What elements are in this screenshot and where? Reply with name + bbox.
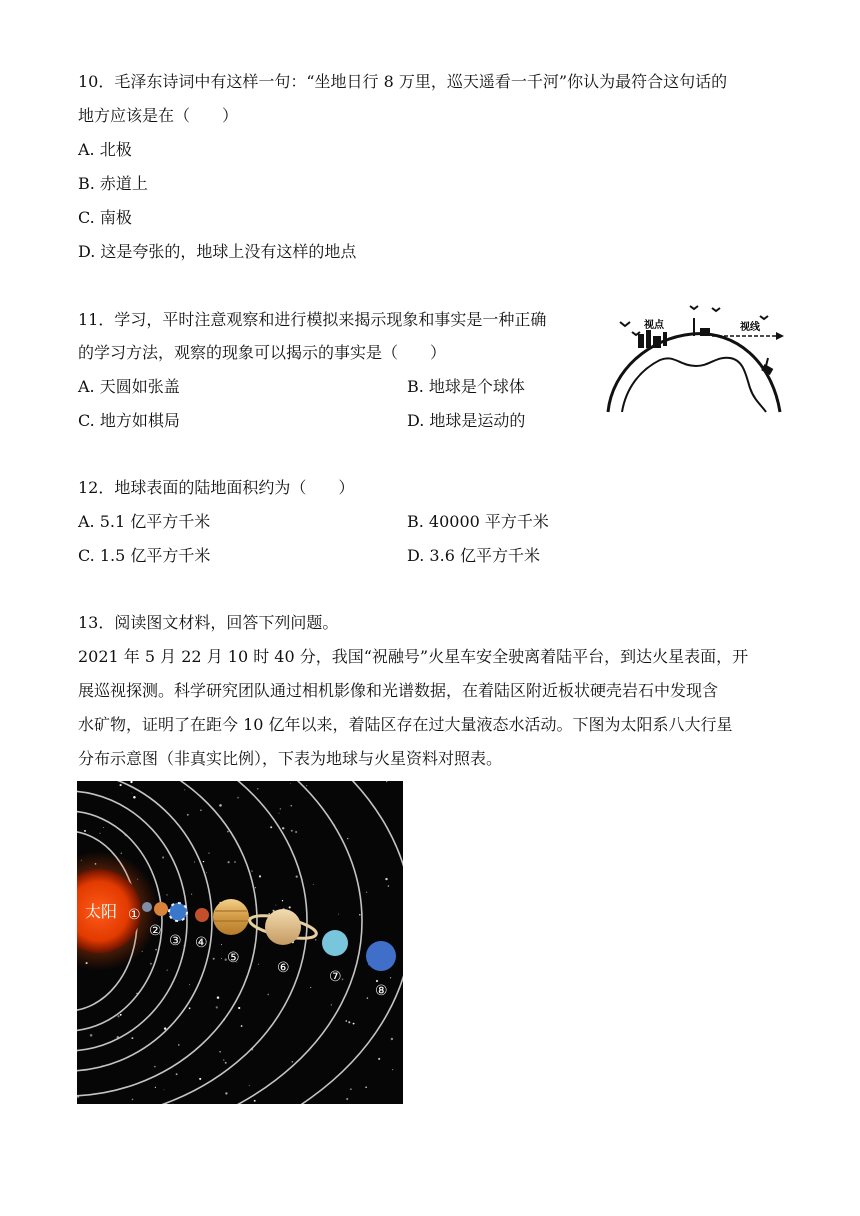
star — [117, 1015, 119, 1017]
star — [365, 1086, 366, 1087]
star — [258, 964, 259, 965]
star — [385, 878, 387, 880]
q11-option-d: D. 地球是运动的 — [407, 411, 526, 430]
star — [291, 830, 293, 832]
q13-material-line2: 展巡视探测。科学研究团队通过相机影像和光谱数据，在着陆区附近板状硬壳岩石中发现含 — [78, 681, 719, 700]
star — [378, 1058, 380, 1060]
planet-mars — [195, 908, 209, 922]
star — [120, 784, 122, 786]
star — [280, 808, 282, 810]
star — [150, 963, 152, 965]
star — [189, 984, 190, 985]
q11-option-a: A. 天圆如张盖 — [78, 377, 180, 396]
q10-option-c: C. 南极 — [78, 208, 132, 227]
star — [282, 827, 284, 829]
star — [251, 870, 252, 871]
star — [348, 1021, 350, 1023]
star — [292, 1061, 293, 1062]
star — [219, 1051, 221, 1053]
star — [200, 809, 202, 811]
planet-mercury — [142, 902, 152, 912]
q13-material-line1: 2021 年 5 月 22 月 10 时 40 分，我国“祝融号”火星车安全驶离着陆平台，到达火星表面，开 — [78, 647, 749, 666]
star — [350, 1088, 352, 1090]
planet-neptune — [366, 941, 396, 971]
planet-number-2: ② — [149, 923, 162, 939]
star — [238, 1007, 240, 1009]
q10-option-a: A. 北极 — [78, 140, 132, 159]
q10-stem-line1: 10．毛泽东诗词中有这样一句：“坐地日行 8 万里，巡天遥看一千河”你认为最符合这句话的 — [78, 72, 728, 91]
star — [154, 1066, 156, 1068]
star — [345, 1020, 347, 1022]
planet-number-4: ④ — [195, 935, 208, 951]
planet-venus — [154, 902, 168, 916]
star — [289, 906, 291, 908]
star — [191, 894, 192, 895]
star — [155, 1087, 156, 1088]
star — [366, 892, 367, 893]
star — [84, 830, 86, 832]
star — [166, 894, 167, 895]
q12-stem: 12．地球表面的陆地面积约为（ ） — [78, 478, 355, 497]
star — [164, 1089, 165, 1090]
star — [225, 1062, 227, 1064]
star — [206, 872, 207, 873]
star — [225, 1092, 227, 1094]
star — [392, 1069, 393, 1070]
star — [290, 805, 292, 807]
star — [306, 785, 307, 786]
star — [120, 1014, 122, 1016]
star — [178, 1044, 180, 1046]
star — [219, 804, 222, 807]
star — [347, 838, 348, 839]
q12-option-c: C. 1.5 亿平方千米 — [78, 546, 211, 565]
q12-option-b: B. 40000 平方千米 — [407, 512, 549, 531]
viewpoint-label: 视点 — [644, 320, 664, 331]
star — [176, 1073, 178, 1075]
planet-number-8: ⑧ — [375, 983, 388, 999]
star — [346, 1098, 348, 1100]
planet-number-1: ① — [128, 907, 141, 923]
star — [338, 914, 339, 915]
star — [270, 826, 272, 828]
star — [120, 852, 122, 854]
star — [257, 788, 258, 789]
star — [391, 1038, 393, 1040]
q11-option-b: B. 地球是个球体 — [407, 377, 525, 396]
star — [103, 827, 104, 828]
planet-saturn — [265, 909, 301, 945]
star — [194, 861, 195, 862]
star — [269, 913, 270, 914]
star — [199, 1078, 201, 1080]
star — [223, 1059, 225, 1061]
star — [217, 996, 220, 999]
q13-stem: 13．阅读图文材料，回答下列问题。 — [78, 613, 339, 632]
star — [390, 977, 391, 978]
earth-curvature-figure — [600, 300, 785, 418]
planet-number-7: ⑦ — [329, 969, 342, 985]
star — [228, 861, 230, 863]
star — [241, 1025, 243, 1027]
q10-stem-line2: 地方应该是在（ ） — [78, 106, 239, 125]
q13-material-line3: 水矿物，证明了在距今 10 亿年以来，着陆区存在过大量液态水活动。下图为太阳系八大行星 — [78, 715, 733, 734]
star — [259, 875, 261, 877]
star — [216, 1006, 218, 1008]
q12-option-d: D. 3.6 亿平方千米 — [407, 546, 540, 565]
star — [187, 814, 189, 816]
star — [221, 958, 222, 959]
star — [279, 813, 280, 814]
star — [310, 987, 311, 988]
star — [133, 796, 136, 799]
sun-label: 太阳 — [85, 902, 118, 921]
star — [313, 884, 314, 885]
q13-material-line4: 分布示意图（非真实比例），下表为地球与火星资料对照表。 — [78, 749, 503, 768]
planet-jupiter — [213, 899, 249, 935]
q10-option-b: B. 赤道上 — [78, 174, 148, 193]
star — [227, 831, 229, 833]
star — [255, 887, 256, 888]
star — [359, 914, 361, 916]
sightline-label: 视线 — [740, 322, 760, 333]
planet-number-5: ⑤ — [227, 950, 240, 966]
star — [167, 970, 168, 971]
star — [275, 905, 276, 906]
star — [221, 944, 222, 945]
star — [282, 900, 283, 901]
star — [203, 861, 204, 862]
star — [249, 1085, 250, 1086]
planet-number-6: ⑥ — [277, 960, 290, 976]
star — [184, 789, 185, 790]
star — [388, 885, 390, 887]
star — [331, 1004, 332, 1005]
star — [237, 797, 238, 798]
solar-system-figure — [77, 781, 403, 1104]
star — [132, 793, 133, 794]
star — [173, 1103, 174, 1104]
star — [295, 831, 297, 833]
star — [155, 949, 157, 951]
star — [376, 980, 378, 982]
q12-option-a: A. 5.1 亿平方千米 — [78, 512, 211, 531]
star — [353, 1023, 355, 1025]
q10-option-d: D. 这是夸张的，地球上没有这样的地点 — [78, 242, 357, 261]
star — [208, 852, 210, 854]
star — [234, 861, 236, 863]
star — [254, 1100, 256, 1102]
star — [213, 958, 215, 960]
star — [267, 994, 269, 996]
star — [367, 997, 368, 998]
star — [296, 875, 298, 877]
q11-stem-line1: 11．学习，平时注意观察和进行模拟来揭示现象和事实是一种正确 — [78, 310, 547, 329]
star — [189, 1007, 191, 1009]
star — [162, 856, 164, 858]
q11-stem-line2: 的学习方法，观察的现象可以揭示的事实是（ ） — [78, 343, 447, 362]
star — [315, 939, 316, 940]
star — [290, 783, 291, 784]
star — [342, 979, 344, 981]
planet-number-3: ③ — [169, 933, 182, 949]
star — [100, 833, 101, 834]
q11-option-c: C. 地方如棋局 — [78, 411, 180, 430]
star — [90, 1034, 93, 1037]
star — [164, 1027, 166, 1029]
planet-uranus — [322, 930, 348, 956]
star — [131, 1037, 133, 1039]
star — [132, 1099, 134, 1101]
